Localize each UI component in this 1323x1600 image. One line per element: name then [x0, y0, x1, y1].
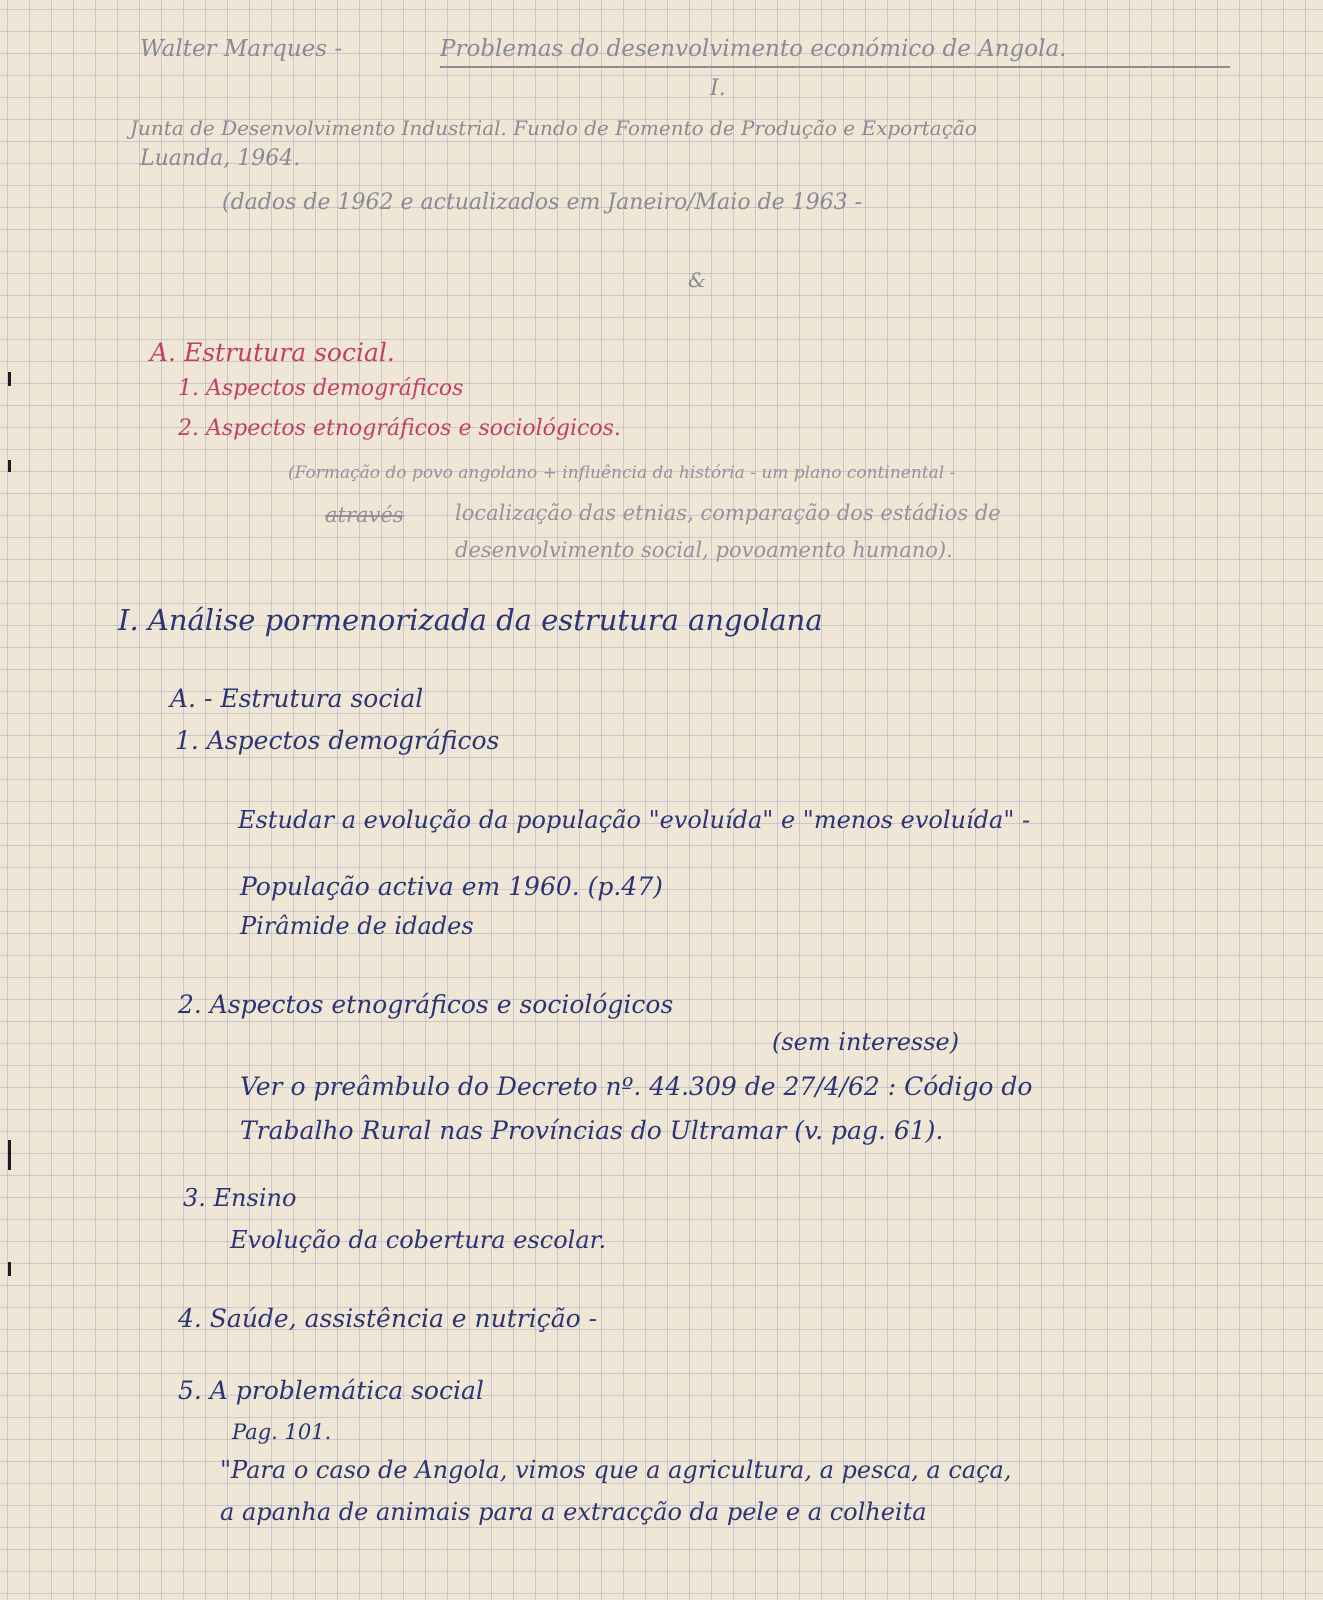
- outline-note-2: localização das etnias, comparação dos estádios de: [455, 501, 1001, 525]
- outline-item-1: 1. Aspectos demográficos: [178, 376, 464, 401]
- item-2-text-1: Ver o preâmbulo do Decreto nº. 44.309 de 27/4/62 : Código do: [240, 1072, 1033, 1101]
- item-1-text-3: Pirâmide de idades: [240, 912, 474, 940]
- title-underline: [440, 66, 1230, 68]
- source-line-1: Junta de Desenvolvimento Industrial. Fundo de Fomento de Produção e Exportação: [130, 116, 977, 140]
- section-sub-a: A. - Estrutura social: [170, 684, 424, 713]
- source-line-3: (dados de 1962 e actualizados em Janeiro/Maio de 1963 -: [222, 190, 863, 215]
- source-line-2: Luanda, 1964.: [140, 146, 301, 171]
- struck-word: através: [325, 503, 404, 527]
- separator-mark: &: [688, 268, 706, 292]
- item-5-text-2: "Para o caso de Angola, vimos que a agricultura, a pesca, a caça,: [220, 1456, 1012, 1484]
- section-heading: I. Análise pormenorizada da estrutura angolana: [118, 603, 823, 637]
- item-5-text-1: Pag. 101.: [232, 1420, 332, 1444]
- header-author: Walter Marques -: [140, 36, 343, 62]
- outline-heading: A. Estrutura social.: [150, 338, 395, 367]
- binding-mark: [8, 372, 11, 386]
- header-numeral: I.: [710, 76, 726, 101]
- item-2-text-2: Trabalho Rural nas Províncias do Ultramar (v. pag. 61).: [240, 1116, 944, 1145]
- item-2-label: 2. Aspectos etnográficos e sociológicos: [178, 990, 674, 1019]
- item-3-label: 3. Ensino: [183, 1184, 297, 1212]
- outline-note-struck: [325, 505, 404, 526]
- outline-note-3: desenvolvimento social, povoamento humano).: [455, 538, 953, 562]
- item-1-label: 1. Aspectos demográficos: [175, 726, 500, 755]
- binding-mark: [8, 1262, 11, 1276]
- item-3-text-1: Evolução da cobertura escolar.: [230, 1226, 607, 1254]
- item-1-text-1: Estudar a evolução da população "evoluída" e "menos evoluída" -: [238, 806, 1031, 834]
- item-5-text-3: a apanha de animais para a extracção da pele e a colheita: [220, 1498, 927, 1526]
- header-title: Problemas do desenvolvimento económico de Angola.: [440, 36, 1067, 62]
- outline-item-2: 2. Aspectos etnográficos e sociológicos.: [178, 416, 621, 441]
- binding-mark: [8, 460, 11, 472]
- outline-note-1: (Formação do povo angolano + influência da história - um plano continental -: [288, 463, 956, 483]
- item-5-label: 5. A problemática social: [178, 1376, 484, 1405]
- binding-mark: [8, 1140, 11, 1170]
- item-2-aside: (sem interesse): [772, 1028, 960, 1056]
- item-4-label: 4. Saúde, assistência e nutrição -: [178, 1304, 598, 1333]
- item-1-text-2: População activa em 1960. (p.47): [240, 872, 663, 901]
